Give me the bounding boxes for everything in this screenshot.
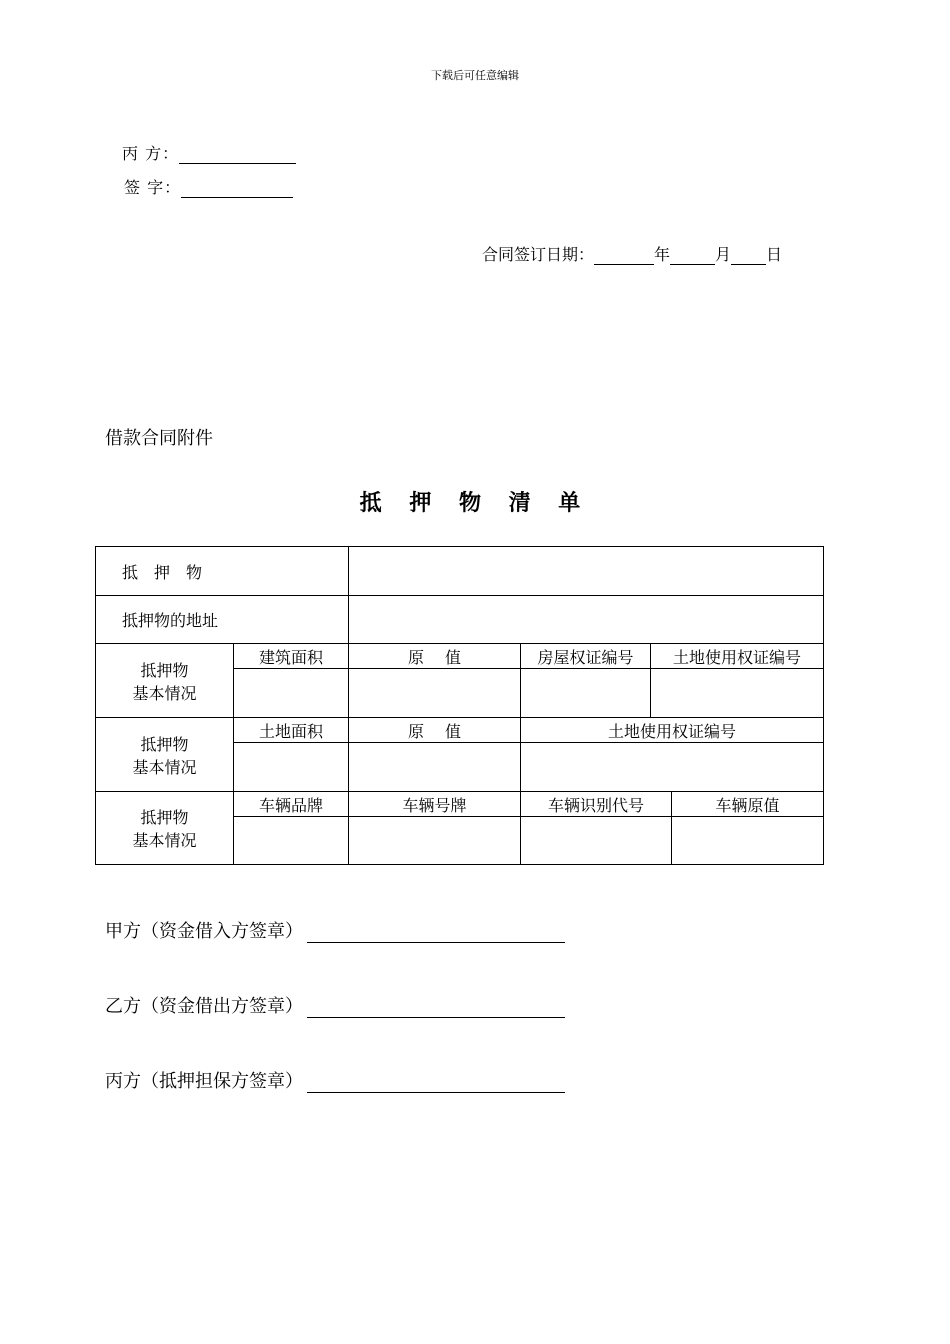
vehicle-header-plate: 车辆号牌 <box>349 792 521 817</box>
vehicle-plate-cell[interactable] <box>349 817 521 865</box>
collateral-label: 抵 押 物 <box>96 547 349 596</box>
land-area-cell[interactable] <box>234 743 349 792</box>
header-note: 下载后可任意编辑 <box>431 69 519 82</box>
house-land-cert-cell[interactable] <box>651 669 824 718</box>
party-c-field <box>122 141 296 164</box>
house-header-area: 建筑面积 <box>234 644 349 669</box>
collateral-table <box>95 546 824 865</box>
land-header-cert: 土地使用权证编号 <box>521 718 824 743</box>
party-c-signature <box>105 1067 565 1093</box>
address-label: 抵押物的地址 <box>96 596 349 644</box>
house-header-cert: 房屋权证编号 <box>521 644 651 669</box>
vehicle-brand-cell[interactable] <box>234 817 349 865</box>
basic-line1: 抵押物 <box>140 734 189 754</box>
month-blank[interactable] <box>670 248 715 265</box>
party-c-blank[interactable] <box>179 147 296 164</box>
house-header-value: 原 值 <box>349 644 521 669</box>
contract-date-label: 合同签订日期： <box>482 245 595 264</box>
land-header-area: 土地面积 <box>234 718 349 743</box>
house-area-cell[interactable] <box>234 669 349 718</box>
vehicle-basic-label <box>96 792 234 865</box>
party-b-blank[interactable] <box>307 997 565 1018</box>
house-cert-cell[interactable] <box>521 669 651 718</box>
party-a-label: 甲方（资金借入方签章） <box>105 921 303 942</box>
land-basic-label <box>96 718 234 792</box>
address-value[interactable] <box>349 596 824 644</box>
day-label: 日 <box>766 245 783 264</box>
signature-blank[interactable] <box>181 181 293 198</box>
party-a-blank[interactable] <box>307 922 565 943</box>
land-cert-cell[interactable] <box>521 743 824 792</box>
house-header-land-cert: 土地使用权证编号 <box>651 644 824 669</box>
vehicle-header-vin: 车辆识别代号 <box>521 792 672 817</box>
party-b-label: 乙方（资金借出方签章） <box>105 996 303 1017</box>
list-title: 抵 押 物 清 单 <box>359 491 591 516</box>
party-a-signature <box>105 917 565 943</box>
year-label: 年 <box>654 245 671 264</box>
month-label: 月 <box>715 245 732 264</box>
vehicle-header-value: 车辆原值 <box>672 792 824 817</box>
land-header-value: 原 值 <box>349 718 521 743</box>
signature-field <box>124 175 293 198</box>
basic-line2: 基本情况 <box>132 831 197 850</box>
appendix-title: 借款合同附件 <box>105 428 213 449</box>
signature-label: 签 字： <box>124 178 182 197</box>
vehicle-vin-cell[interactable] <box>521 817 672 865</box>
basic-line2: 基本情况 <box>132 757 197 777</box>
party-b-signature <box>105 992 565 1018</box>
house-value-cell[interactable] <box>349 669 521 718</box>
party-c-sig-blank[interactable] <box>307 1072 565 1093</box>
contract-date <box>482 242 782 265</box>
basic-line2: 基本情况 <box>132 683 197 703</box>
party-c-label: 丙 方： <box>122 144 180 163</box>
land-value-cell[interactable] <box>349 743 521 792</box>
basic-line1: 抵押物 <box>140 660 189 680</box>
collateral-value[interactable] <box>349 547 824 596</box>
day-blank[interactable] <box>731 248 766 265</box>
basic-line1: 抵押物 <box>140 808 189 827</box>
party-c-sig-label: 丙方（抵押担保方签章） <box>105 1071 303 1092</box>
vehicle-header-brand: 车辆品牌 <box>234 792 349 817</box>
vehicle-value-cell[interactable] <box>672 817 824 865</box>
year-blank[interactable] <box>594 248 654 265</box>
house-basic-label <box>96 644 234 718</box>
